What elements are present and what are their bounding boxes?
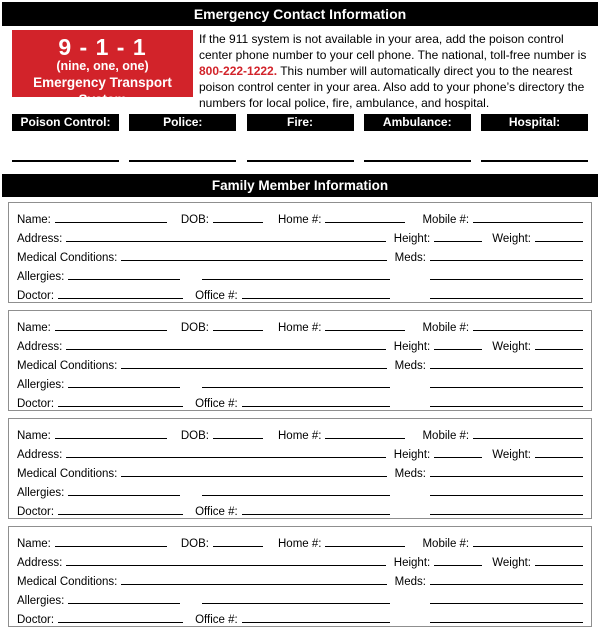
height-write-in-line	[434, 564, 482, 566]
nine-one-one-subtitle: Emergency Transport System	[33, 75, 172, 107]
address-label: Address:	[17, 341, 63, 353]
name-label: Name:	[17, 214, 51, 226]
mobile-phone-write-in-line	[473, 545, 583, 547]
medical-conditions-write-in-line	[121, 583, 386, 585]
weight-label: Weight:	[492, 449, 531, 461]
meds-continuation-line-2	[430, 513, 583, 515]
doctor-write-in-line	[58, 297, 183, 299]
office-phone-label: Office #:	[195, 614, 238, 626]
intro-section	[12, 30, 594, 111]
allergies-continuation-line	[202, 494, 390, 496]
mobile-phone-write-in-line	[473, 437, 583, 439]
meds-continuation-line	[430, 494, 583, 496]
name-write-in-line	[55, 437, 167, 439]
family-member-block	[8, 310, 592, 411]
dob-write-in-line	[213, 221, 263, 223]
name-write-in-line	[55, 545, 167, 547]
meds-write-in-line	[430, 259, 583, 261]
weight-write-in-line	[535, 564, 583, 566]
dob-write-in-line	[213, 545, 263, 547]
height-label: Height:	[393, 449, 431, 461]
medical-conditions-write-in-line	[121, 259, 386, 261]
family-member-block	[8, 418, 592, 519]
height-label: Height:	[393, 233, 431, 245]
home-phone-write-in-line	[325, 329, 405, 331]
dob-write-in-line	[213, 329, 263, 331]
address-label: Address:	[17, 449, 63, 461]
contact-label-poison-control: Poison Control:	[12, 114, 119, 131]
allergies-label: Allergies:	[17, 271, 65, 283]
weight-write-in-line	[535, 456, 583, 458]
medical-conditions-label: Medical Conditions:	[17, 252, 118, 264]
allergies-write-in-line	[68, 278, 180, 280]
mobile-phone-label: Mobile #:	[422, 430, 470, 442]
name-label: Name:	[17, 430, 51, 442]
meds-continuation-line	[430, 278, 583, 280]
member-row-medical	[17, 569, 583, 588]
page-title	[2, 2, 598, 26]
home-phone-label: Home #:	[278, 430, 322, 442]
family-member-block	[8, 202, 592, 303]
nine-one-one-pronunciation: (nine, one, one)	[56, 59, 149, 73]
member-row-doctor	[17, 283, 583, 302]
member-row-address	[17, 226, 583, 245]
hospital-write-in-line	[481, 158, 588, 162]
allergies-continuation-line	[202, 602, 390, 604]
meds-continuation-line	[430, 602, 583, 604]
medical-conditions-write-in-line	[121, 367, 386, 369]
name-label: Name:	[17, 538, 51, 550]
member-row-name	[17, 315, 583, 334]
height-label: Height:	[393, 341, 431, 353]
home-phone-label: Home #:	[278, 322, 322, 334]
meds-continuation-line	[430, 386, 583, 388]
home-phone-write-in-line	[325, 437, 405, 439]
home-phone-label: Home #:	[278, 214, 322, 226]
member-row-address	[17, 550, 583, 569]
member-row-name	[17, 207, 583, 226]
medical-conditions-label: Medical Conditions:	[17, 360, 118, 372]
dob-label: DOB:	[180, 430, 209, 442]
contact-label-ambulance: Ambulance:	[364, 114, 471, 131]
meds-continuation-line-2	[430, 297, 583, 299]
weight-label: Weight:	[492, 557, 531, 569]
poison-control-write-in-line	[12, 158, 119, 162]
mobile-phone-label: Mobile #:	[422, 538, 470, 550]
mobile-phone-label: Mobile #:	[422, 322, 470, 334]
emergency-contact-labels	[12, 114, 588, 131]
home-phone-write-in-line	[325, 221, 405, 223]
family-members	[0, 202, 600, 627]
contact-label-fire: Fire:	[247, 114, 354, 131]
doctor-label: Doctor:	[17, 398, 55, 410]
medical-conditions-label: Medical Conditions:	[17, 576, 118, 588]
nine-one-one-box	[12, 30, 193, 107]
address-write-in-line	[66, 564, 385, 566]
height-label: Height:	[393, 557, 431, 569]
allergies-write-in-line	[68, 494, 180, 496]
office-phone-write-in-line	[242, 297, 390, 299]
member-row-allergies	[17, 372, 583, 391]
member-row-address	[17, 334, 583, 353]
contact-label-police: Police:	[129, 114, 236, 131]
doctor-label: Doctor:	[17, 290, 55, 302]
dob-write-in-line	[213, 437, 263, 439]
family-section-title	[2, 174, 598, 197]
weight-write-in-line	[535, 348, 583, 350]
family-member-block	[8, 526, 592, 627]
home-phone-label: Home #:	[278, 538, 322, 550]
allergies-label: Allergies:	[17, 379, 65, 391]
meds-label: Meds:	[394, 360, 426, 372]
dob-label: DOB:	[180, 214, 209, 226]
member-row-medical	[17, 353, 583, 372]
emergency-contact-write-in-lines	[12, 158, 588, 162]
mobile-phone-write-in-line	[473, 329, 583, 331]
height-write-in-line	[434, 348, 482, 350]
meds-continuation-line-2	[430, 405, 583, 407]
doctor-write-in-line	[58, 513, 183, 515]
allergies-continuation-line	[202, 278, 390, 280]
allergies-write-in-line	[68, 386, 180, 388]
intro-paragraph	[199, 30, 594, 111]
address-label: Address:	[17, 557, 63, 569]
allergies-label: Allergies:	[17, 595, 65, 607]
poison-control-phone-number: 800-222-1222.	[199, 64, 278, 78]
name-write-in-line	[55, 329, 167, 331]
dob-label: DOB:	[180, 322, 209, 334]
address-write-in-line	[66, 456, 385, 458]
mobile-phone-label: Mobile #:	[422, 214, 470, 226]
medical-conditions-label: Medical Conditions:	[17, 468, 118, 480]
office-phone-label: Office #:	[195, 398, 238, 410]
family-section-title-text: Family Member Information	[211, 178, 389, 193]
meds-write-in-line	[430, 475, 583, 477]
member-row-doctor	[17, 499, 583, 518]
address-write-in-line	[66, 240, 385, 242]
allergies-write-in-line	[68, 602, 180, 604]
doctor-write-in-line	[58, 405, 183, 407]
member-row-allergies	[17, 480, 583, 499]
member-row-allergies	[17, 264, 583, 283]
dob-label: DOB:	[180, 538, 209, 550]
height-write-in-line	[434, 240, 482, 242]
page-title-text: Emergency Contact Information	[193, 6, 407, 22]
member-row-address	[17, 442, 583, 461]
allergies-continuation-line	[202, 386, 390, 388]
name-write-in-line	[55, 221, 167, 223]
medical-conditions-write-in-line	[121, 475, 386, 477]
member-row-doctor	[17, 391, 583, 410]
member-row-name	[17, 423, 583, 442]
weight-write-in-line	[535, 240, 583, 242]
address-label: Address:	[17, 233, 63, 245]
ambulance-write-in-line	[364, 158, 471, 162]
meds-write-in-line	[430, 367, 583, 369]
mobile-phone-write-in-line	[473, 221, 583, 223]
height-write-in-line	[434, 456, 482, 458]
home-phone-write-in-line	[325, 545, 405, 547]
contact-label-hospital: Hospital:	[481, 114, 588, 131]
intro-text-after: This number will automatically direct you to the nearest poison control center in your area. Also add to your phone’s directory the numbers for local police, fire, ambulance, and hospital.	[199, 64, 585, 110]
name-label: Name:	[17, 322, 51, 334]
member-row-doctor	[17, 607, 583, 626]
intro-text-before: If the 911 system is not available in your area, add the poison control center phone number to your cell phone. The national, toll-free number is	[199, 32, 587, 62]
weight-label: Weight:	[492, 341, 531, 353]
doctor-label: Doctor:	[17, 614, 55, 626]
address-write-in-line	[66, 348, 385, 350]
office-phone-write-in-line	[242, 405, 390, 407]
doctor-label: Doctor:	[17, 506, 55, 518]
meds-label: Meds:	[394, 468, 426, 480]
meds-write-in-line	[430, 583, 583, 585]
fire-write-in-line	[247, 158, 354, 162]
office-phone-label: Office #:	[195, 506, 238, 518]
member-row-medical	[17, 245, 583, 264]
weight-label: Weight:	[492, 233, 531, 245]
nine-one-one-number: 9 - 1 - 1	[58, 34, 147, 60]
office-phone-label: Office #:	[195, 290, 238, 302]
member-row-name	[17, 531, 583, 550]
member-row-allergies	[17, 588, 583, 607]
meds-label: Meds:	[394, 576, 426, 588]
allergies-label: Allergies:	[17, 487, 65, 499]
meds-label: Meds:	[394, 252, 426, 264]
office-phone-write-in-line	[242, 513, 390, 515]
police-write-in-line	[129, 158, 236, 162]
member-row-medical	[17, 461, 583, 480]
